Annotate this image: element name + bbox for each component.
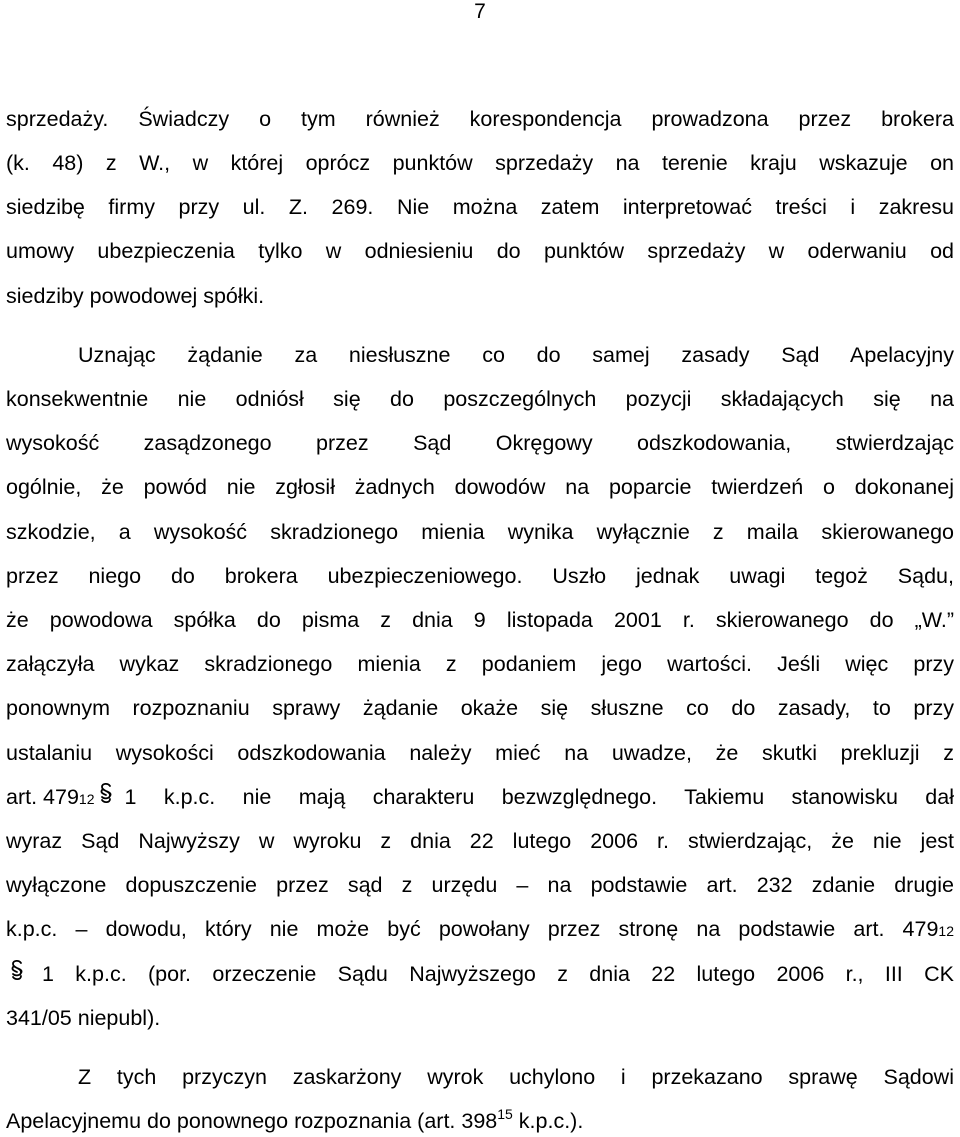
text-line: ustalaniu wysokości odszkodowania należy mieć na uwadze, że skutki prekluzji z — [6, 741, 954, 765]
line-text: k.p.c. – dowodu, który nie może być powołany przez stronę na podstawie art. 479 — [6, 917, 939, 941]
text-line: wyłączone dopuszczenie przez sąd z urzędu – na podstawie art. 232 zdanie drugie — [6, 873, 954, 897]
section-sign-icon — [97, 782, 115, 804]
text-line: (k. 48) z W., w której oprócz punktów sprzedaży na terenie kraju wskazuje on — [6, 151, 954, 175]
text-line: Uznając żądanie za niesłuszne co do samej zasady Sąd Apelacyjny — [78, 343, 954, 367]
section-sign-icon — [8, 959, 26, 981]
line-end: 1 k.p.c. nie mają charakteru bezwzględnego. Takiemu stanowisku dał — [124, 785, 954, 809]
text-line: Z tych przyczyn zaskarżony wyrok uchylono i przekazano sprawę Sądowi — [78, 1065, 954, 1089]
text-line: umowy ubezpieczenia tylko w odniesieniu do punktów sprzedaży w oderwaniu od — [6, 239, 954, 263]
text-line: ogólnie, że powód nie zgłosił żadnych dowodów na poparcie twierdzeń o dokonanej — [6, 475, 954, 499]
text-line — [6, 959, 954, 989]
line-end: k.p.c.). — [512, 1109, 584, 1133]
text-line: siedzibę firmy przy ul. Z. 269. Nie można zatem interpretować treści i zakresu — [6, 195, 954, 219]
text-line: konsekwentnie nie odniósł się do poszczególnych pozycji składających się na — [6, 387, 954, 411]
page-number: 7 — [474, 0, 486, 23]
superscript: 15 — [497, 1106, 513, 1122]
text-line: szkodzie, a wysokość skradzionego mienia wynika wyłącznie z maila skierowanego — [6, 520, 954, 544]
text-line: siedziby powodowej spółki. — [6, 284, 265, 308]
text-line — [6, 1106, 954, 1136]
text-line: sprzedaży. Świadczy o tym również korespondencja prowadzona przez brokera — [6, 107, 954, 131]
text-line: k.p.c. – dowodu, który nie może być powołany przez stronę na podstawie art. 479 12 — [6, 914, 954, 944]
text-line: przez niego do brokera ubezpieczeniowego. Uszło jednak uwagi tegoż Sądu, — [6, 564, 954, 588]
text-line: ponownym rozpoznaniu sprawy żądanie okaże się słuszne co do zasady, to przy — [6, 696, 954, 720]
text-line: wyraz Sąd Najwyższy w wyroku z dnia 22 lutego 2006 r. stwierdzając, że nie jest — [6, 829, 954, 853]
line-start: art. 479 — [6, 785, 79, 809]
line-text: 1 k.p.c. (por. orzeczenie Sądu Najwyższego z dnia 22 lutego 2006 r., III CK — [42, 962, 954, 986]
text-line: załączyła wykaz skradzionego mienia z podaniem jego wartości. Jeśli więc przy — [6, 652, 954, 676]
text-line: art. 479 12 1 k.p.c. nie mają charakteru bezwzględnego. Takiemu stanowisku dał — [6, 782, 954, 812]
text-line: że powodowa spółka do pisma z dnia 9 listopada 2001 r. skierowanego do „W.” — [6, 608, 954, 632]
text-line: wysokość zasądzonego przez Sąd Okręgowy odszkodowania, stwierdzając — [6, 431, 954, 455]
line-start: Apelacyjnemu do ponownego rozpoznania (art. 398 — [6, 1109, 498, 1133]
text-line: 341/05 niepubl). — [6, 1006, 161, 1030]
